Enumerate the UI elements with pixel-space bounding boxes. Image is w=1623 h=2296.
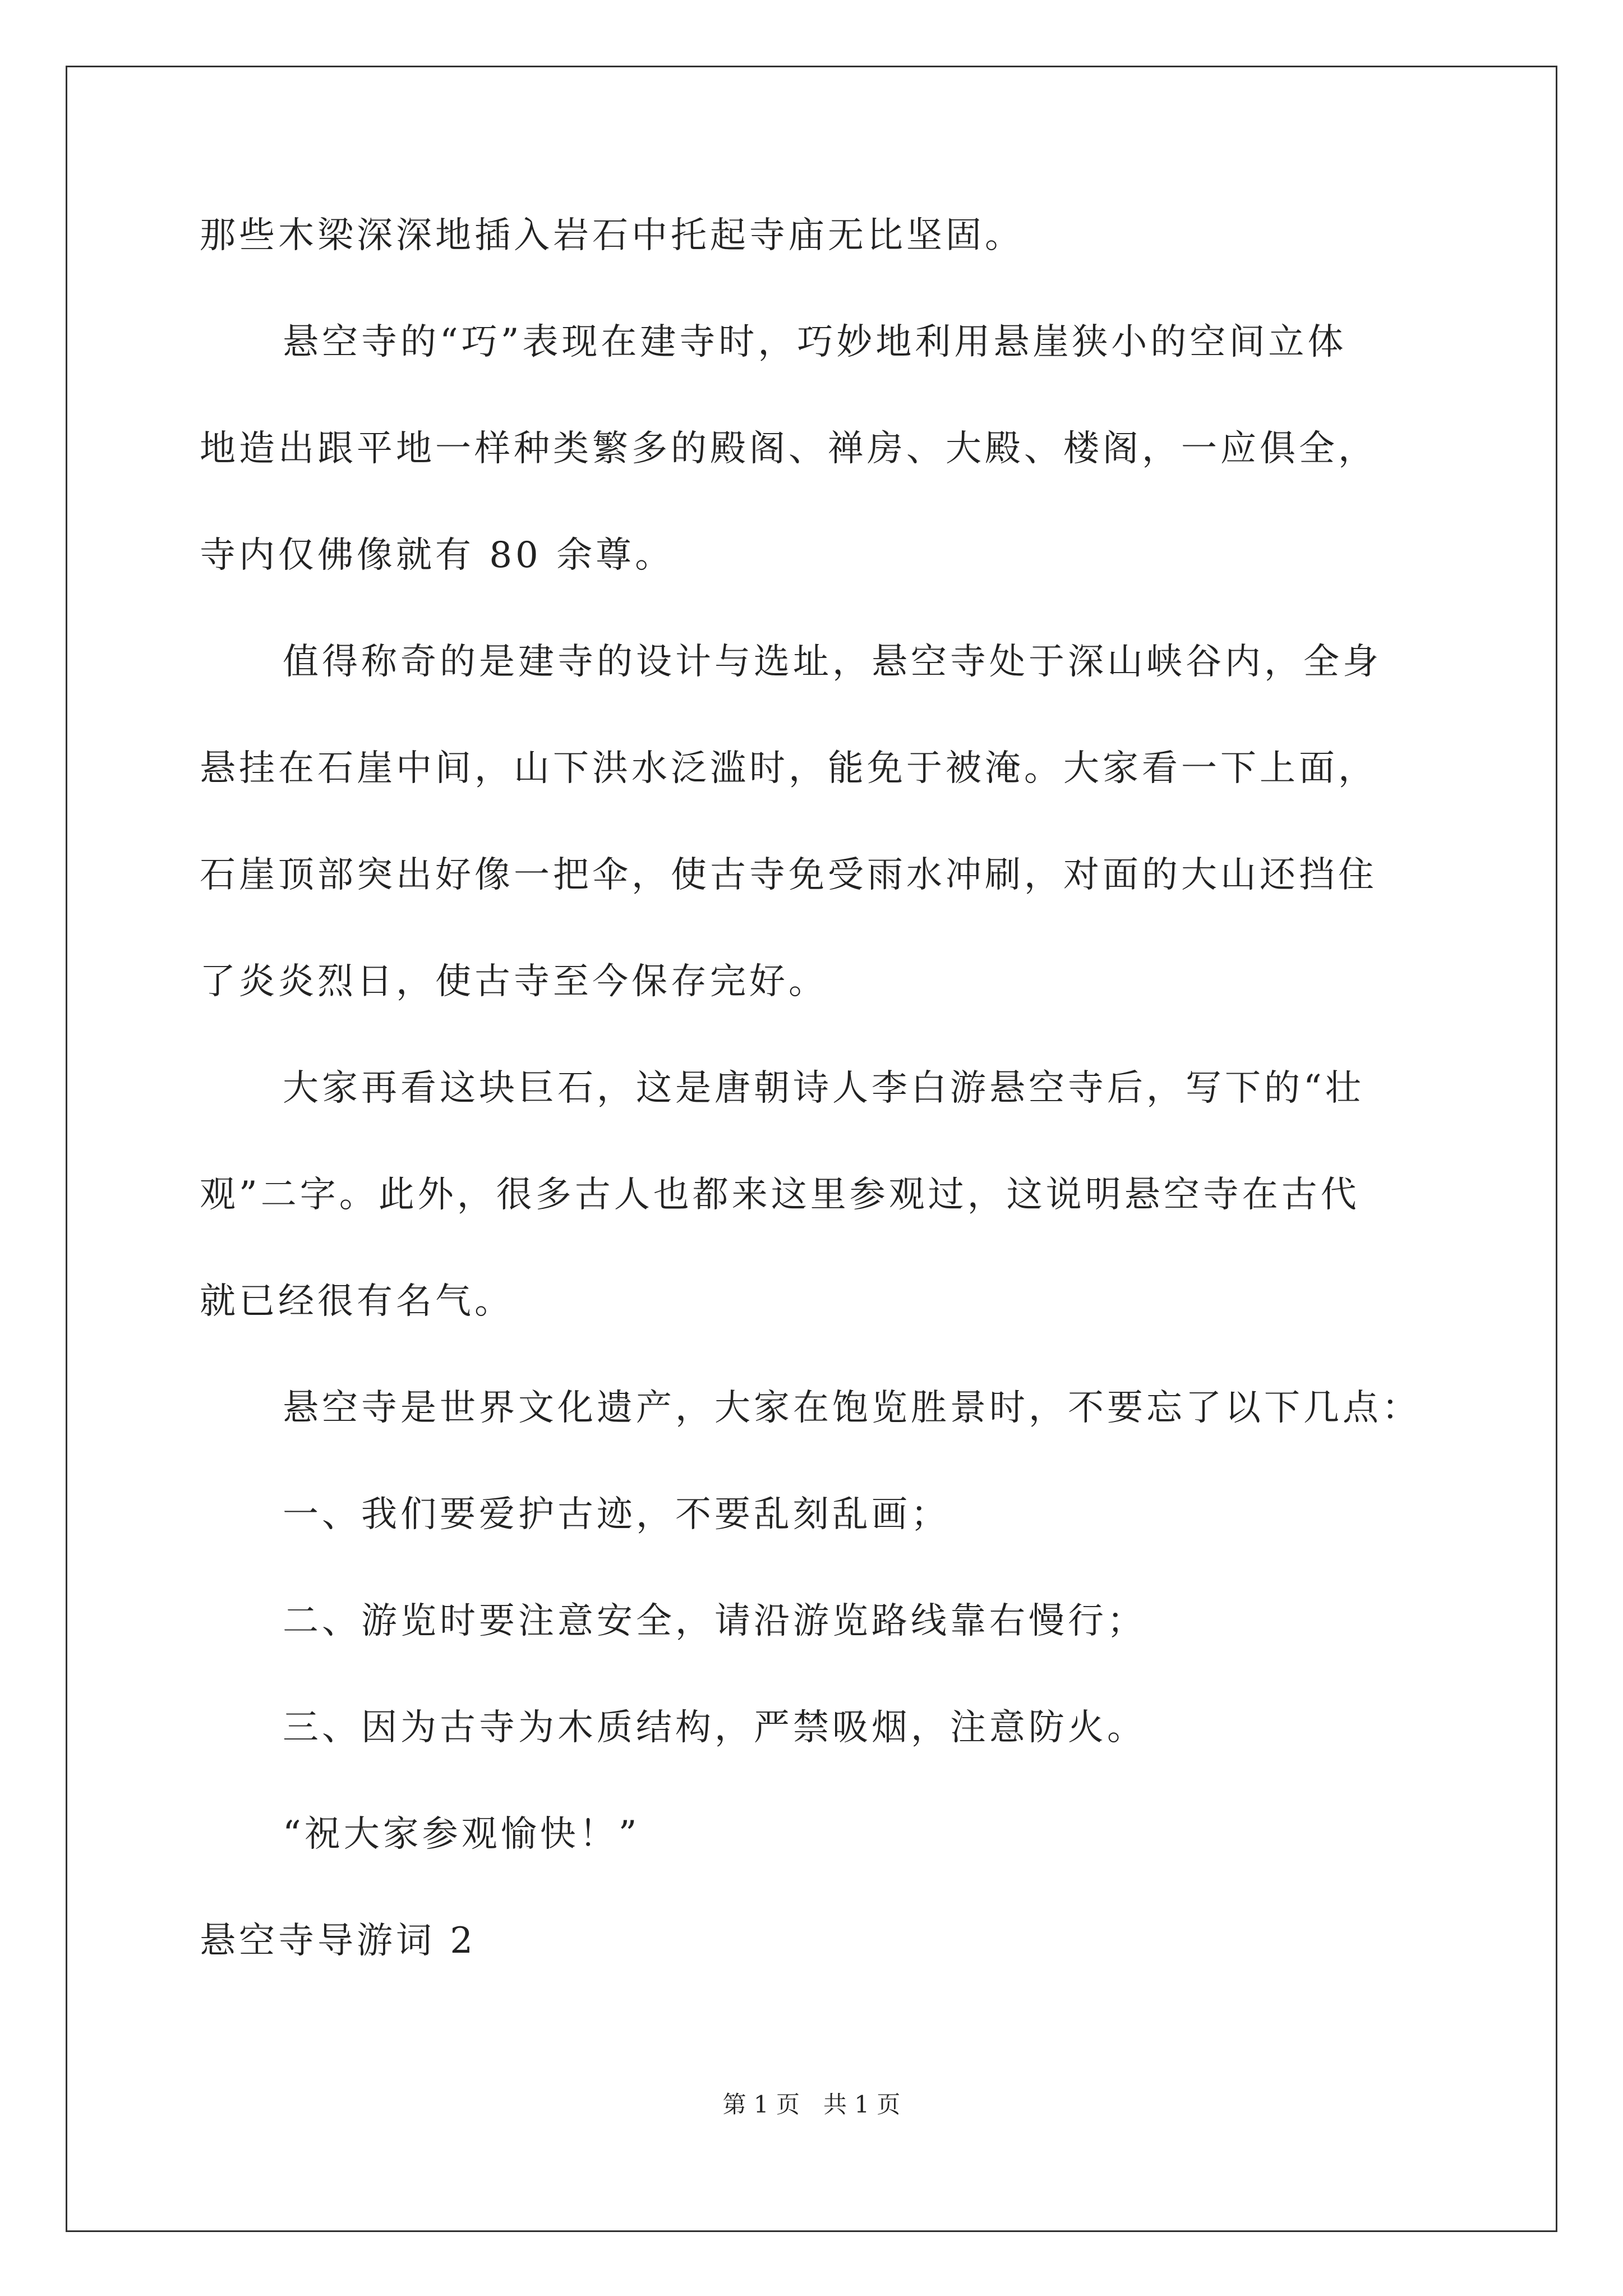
text-line-15: 三、因为古寺为木质结构，严禁吸烟，注意防火。 <box>283 1707 1146 1749</box>
text-line-7: 石崖顶部突出好像一把伞，使古寺免受雨水冲刷，对面的大山还挡住 <box>200 854 1377 896</box>
text-line-16: “祝大家参观愉快！” <box>283 1814 640 1855</box>
page-border <box>66 66 1557 2232</box>
text-line-9: 大家再看这块巨石，这是唐朝诗人李白游悬空寺后，写下的“壮 <box>283 1068 1364 1109</box>
text-line-13: 一、我们要爱护古迹，不要乱刻乱画； <box>283 1494 950 1535</box>
text-line-3: 地造出跟平地一样种类繁多的殿阁、禅房、大殿、楼阁，一应俱全， <box>200 428 1377 470</box>
text-line-8: 了炎炎烈日，使古寺至今保存完好。 <box>200 961 828 1002</box>
text-line-6: 悬挂在石崖中间，山下洪水泛滥时，能免于被淹。大家看一下上面， <box>200 748 1377 789</box>
text-line-12: 悬空寺是世界文化遗产，大家在饱览胜景时，不要忘了以下几点： <box>283 1387 1421 1429</box>
page-number-footer: 第 1 页 共 1 页 <box>722 2091 901 2118</box>
text-line-5: 值得称奇的是建寺的设计与选址，悬空寺处于深山峡谷内，全身 <box>283 641 1382 683</box>
text-line-10: 观”二字。此外，很多古人也都来这里参观过，这说明悬空寺在古代 <box>200 1174 1360 1216</box>
section-heading: 悬空寺导游词 2 <box>200 1920 477 1962</box>
text-line-11: 就已经很有名气。 <box>200 1281 514 1322</box>
text-line-2: 悬空寺的“巧”表现在建寺时，巧妙地利用悬崖狭小的空间立体 <box>283 321 1347 363</box>
text-line-1: 那些木梁深深地插入岩石中托起寺庙无比坚固。 <box>200 215 1024 256</box>
text-line-4: 寺内仅佛像就有 80 余尊。 <box>200 535 675 576</box>
text-line-14: 二、游览时要注意安全，请沿游览路线靠右慢行； <box>283 1600 1146 1642</box>
